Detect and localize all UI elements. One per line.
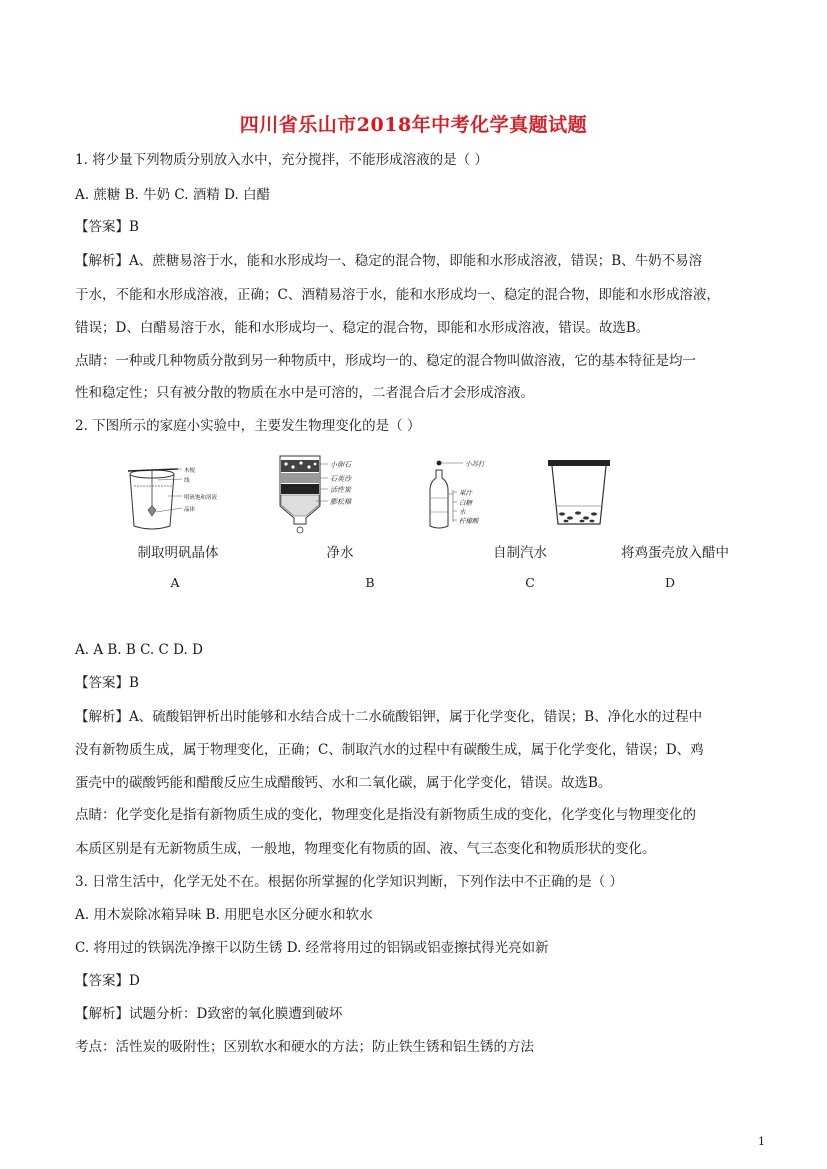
- q2-options: A. A B. B C. C D. D: [75, 642, 203, 658]
- figure-c-label-citric-acid: 柠檬酸: [459, 517, 479, 525]
- q2-analysis-line-2: 没有新物质生成，属于物理变化，正确；C、制取汽水的过程中有碳酸生成，属于化学变化，错误；D、鸡: [75, 742, 704, 758]
- figure-b-label-cotton: 膨松棉: [330, 498, 351, 506]
- q1-analysis-line-1: 【解析】A、蔗糖易溶于水，能和水形成均一、稳定的混合物，即能和水形成溶液，错误；B、牛奶不易溶: [75, 253, 703, 269]
- figure-b-caption: 净水: [326, 545, 354, 561]
- q1-tip-line-2: 性和稳定性；只有被分散的物质在水中是可溶的，二者混合后才会形成溶液。: [75, 385, 534, 401]
- figure-b-water-filter: [276, 454, 386, 534]
- figure-c-caption: 自制汽水: [493, 545, 547, 561]
- figure-a-label-solution: 明矾饱和溶液: [184, 495, 218, 501]
- q1-answer: 【答案】B: [75, 219, 139, 235]
- figure-a-label-crystal: 晶体: [184, 507, 196, 513]
- figure-d-eggshell-vinegar: [546, 458, 612, 528]
- figure-c-letter: C: [525, 575, 535, 590]
- q3-kaodian: 考点：活性炭的吸附性；区别软水和硬水的方法；防止铁生锈和铝生锈的方法: [75, 1039, 534, 1055]
- q3-analysis: 【解析】试题分析：D致密的氧化膜遭到破坏: [75, 1006, 343, 1022]
- figure-d-caption: 将鸡蛋壳放入醋中: [621, 545, 729, 561]
- figure-c-label-water: 水: [459, 508, 466, 516]
- figure-b-label-quartz-sand: 石英沙: [330, 475, 351, 483]
- figure-b-label-activated-carbon: 活性炭: [330, 486, 351, 494]
- q2-tip-line-2: 本质区别是有无新物质生成，一般地，物理变化有物质的固、液、气三态变化和物质形状的变化。: [75, 841, 656, 857]
- q1-options: A. 蔗糖 B. 牛奶 C. 酒精 D. 白醋: [75, 187, 271, 203]
- figure-b-label-pebbles: 小卵石: [330, 461, 351, 469]
- figure-c-homemade-soda: [425, 456, 525, 532]
- figure-c-label-sugar: 白糖: [459, 499, 472, 507]
- figure-a-label-thread: 线: [184, 478, 190, 484]
- q3-options-cd: C. 将用过的铁锅洗净擦干以防生锈 D. 经常将用过的铝锅或铝壶擦拭得光亮如新: [75, 940, 549, 956]
- q2-analysis-line-1: 【解析】A、硫酸铝钾析出时能够和水结合成十二水硫酸铝钾，属于化学变化，错误；B、净化水的过程中: [75, 709, 703, 725]
- figure-a-alum-crystal: [128, 466, 248, 532]
- q1-analysis-line-3: 错误；D、白醋易溶于水，能和水形成均一、稳定的混合物，即能和水形成溶液，错误。故选B。: [75, 320, 650, 336]
- figure-c-label-baking-soda: 小苏打: [465, 460, 485, 468]
- page-number: 1: [758, 1135, 765, 1148]
- q1-stem: 1. 将少量下列物质分别放入水中，充分搅拌，不能形成溶液的是（ ）: [75, 152, 488, 168]
- q3-answer: 【答案】D: [75, 973, 140, 989]
- page-title: 四川省乐山市2018年中考化学真题试题: [239, 114, 588, 136]
- q2-tip-line-1: 点睛：化学变化是指有新物质生成的变化，物理变化是指没有新物质生成的变化，化学变化与物理变化的: [75, 807, 696, 823]
- figure-a-caption: 制取明矾晶体: [137, 545, 219, 561]
- q3-stem: 3. 日常生活中，化学无处不在。根据你所掌握的化学知识判断，下列作法中不正确的是（ ）: [75, 874, 623, 890]
- q3-options-ab: A. 用木炭除冰箱异味 B. 用肥皂水区分硬水和软水: [75, 907, 373, 923]
- q2-analysis-line-3: 蛋壳中的碳酸钙能和醋酸反应生成醋酸钙、水和二氧化碳，属于化学变化，错误。故选B。: [75, 775, 612, 791]
- q1-analysis-line-2: 于水，不能和水形成溶液，正确；C、酒精易溶于水，能和水形成均一、稳定的混合物，即能和水形成溶液，: [75, 287, 720, 303]
- figure-d-letter: D: [664, 575, 676, 590]
- figure-a-label-stick: 木棍: [184, 468, 196, 474]
- q1-tip-line-1: 点睛：一种或几种物质分散到另一种物质中，形成均一的、稳定的混合物叫做溶液，它的基本特征是均一: [75, 353, 696, 369]
- figure-c-label-juice: 果汁: [459, 489, 472, 497]
- figure-b-letter: B: [365, 575, 375, 590]
- q2-stem: 2. 下图所示的家庭小实验中，主要发生物理变化的是（ ）: [75, 418, 421, 434]
- figure-a-letter: A: [170, 575, 180, 590]
- q2-answer: 【答案】B: [75, 675, 139, 691]
